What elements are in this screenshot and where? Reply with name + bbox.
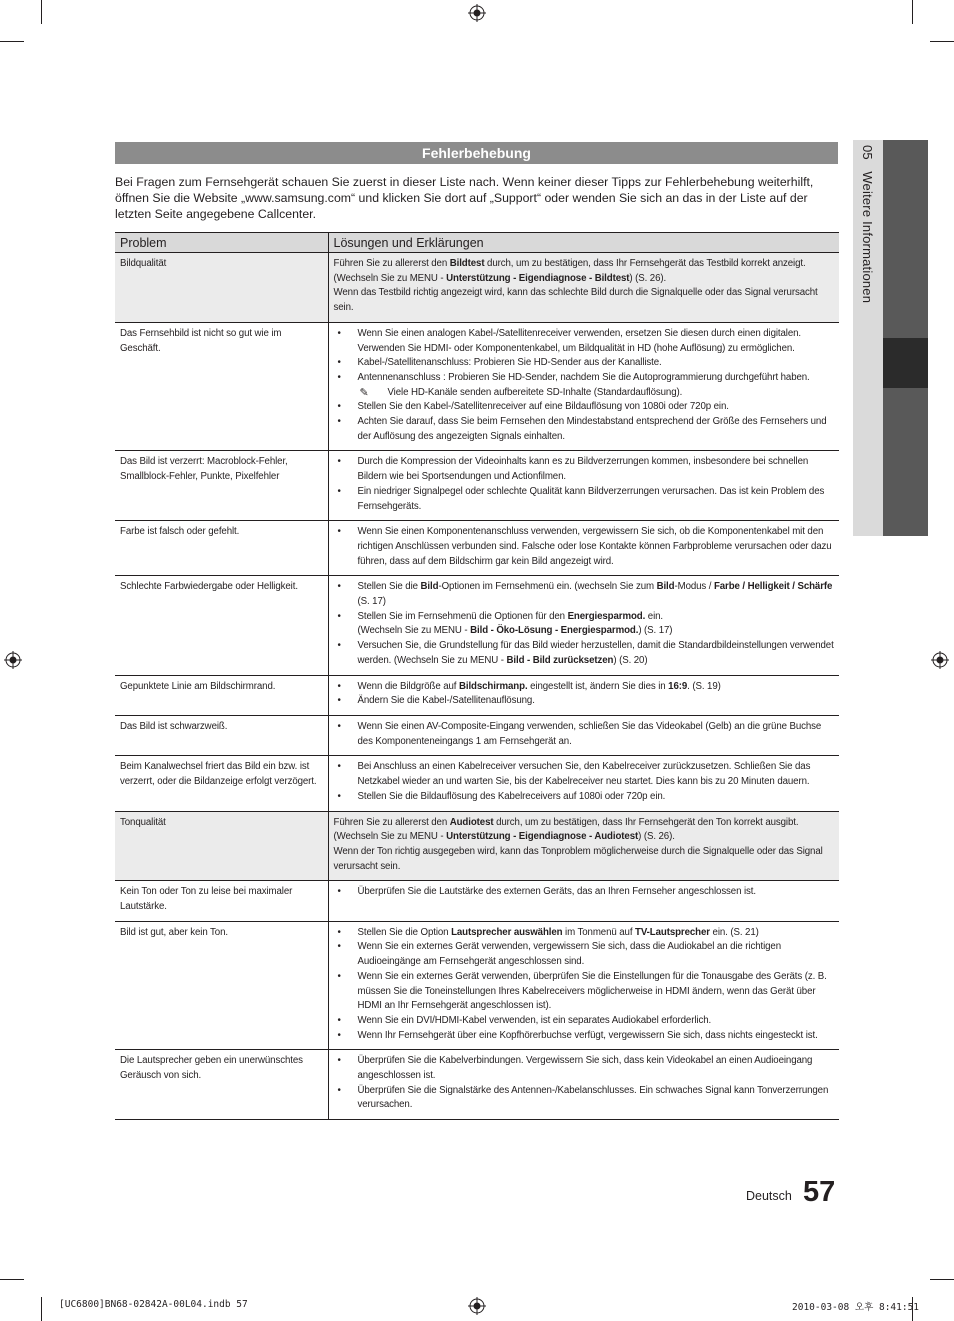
- solution-item: • Überprüfen Sie die Kabelverbindungen. Vergewissern Sie sich, dass kein Videokabel an einen Audioeingang angeschlossen ist.: [334, 1054, 835, 1083]
- table-header-row: [115, 233, 839, 253]
- chapter-number: 05: [860, 145, 875, 160]
- registration-mark-icon: [931, 651, 949, 669]
- solution-list: [334, 926, 835, 1044]
- solution-item: • Stellen Sie die Bild-Optionen im Fernsehmenü ein. (wechseln Sie zum Bild-Modus / Farbe / Helligkeit / Schärfe (S. 17): [334, 580, 835, 609]
- solution-cell: [328, 675, 839, 715]
- problem-cell: Farbe ist falsch oder gefehlt.: [115, 521, 328, 576]
- solution-item: • Wenn Sie einen analogen Kabel-/Satellitenreceiver verwenden, ersetzen Sie diesen durch einen digitalen. Verwenden Sie HDMI- oder Komponentenkabel, um Bildqualität in HD (hohe Auflösung) zu ermöglichen.: [334, 327, 835, 356]
- solution-cell: [328, 921, 839, 1050]
- crop-mark: [0, 1279, 24, 1280]
- solution-item: • Achten Sie darauf, dass Sie beim Fernsehen den Mindestabstand entsprechend der Größe des Fernsehers und der Auflösung des angezeigten Signals einhalten.: [334, 415, 835, 444]
- page-number: 57: [803, 1176, 836, 1208]
- crop-mark: [930, 41, 954, 42]
- solution-list: [334, 680, 835, 709]
- registration-mark-icon: [4, 651, 22, 669]
- solution-list: [334, 525, 835, 569]
- table-row: [115, 322, 839, 451]
- solution-list: [334, 1054, 835, 1113]
- solution-cell: [328, 811, 839, 881]
- problem-cell: Das Bild ist verzerrt: Macroblock-Fehler, Smallblock-Fehler, Punkte, Pixelfehler: [115, 451, 328, 521]
- chapter-tab-label: [860, 145, 875, 303]
- table-row: [115, 881, 839, 921]
- problem-cell: Bild ist gut, aber kein Ton.: [115, 921, 328, 1050]
- solution-item: • Wenn Sie ein DVI/HDMI-Kabel verwenden, ist ein separates Audiokabel erforderlich.: [334, 1014, 835, 1029]
- problem-cell: Schlechte Farbwiedergabe oder Helligkeit.: [115, 576, 328, 675]
- problem-cell: Tonqualität: [115, 811, 328, 881]
- solution-item: • Wenn die Bildgröße auf Bildschirmanp. eingestellt ist, ändern Sie dies in 16:9. (S. 19): [334, 680, 835, 695]
- table-row: [115, 451, 839, 521]
- solution-paragraph: Wenn der Ton richtig ausgegeben wird, kann das Tonproblem möglicherweise durch die Signalquelle oder das Signal verursacht sein.: [333, 845, 823, 872]
- table-row: [115, 811, 839, 881]
- solution-item: • Wenn Sie einen Komponentenanschluss verwenden, vergewissern Sie sich, ob die Komponentenkabel mit den richtigen Anschlüssen verbunden sind. Falsche oder lose Kontakte können Farbprobleme verursachen oder dazu führen, dass auf dem Bildschirm gar kein Bild angezeigt wird.: [334, 525, 835, 569]
- problem-cell: Kein Ton oder Ton zu leise bei maximaler Lautstärke.: [115, 881, 328, 921]
- solution-item: • Durch die Kompression der Videoinhalts kann es zu Bildverzerrungen kommen, insbesondere bei schnellen Bildern wie bei Sportsendungen und Actionfilmen.: [334, 455, 835, 484]
- solution-note: [334, 386, 835, 401]
- solution-cell: [328, 451, 839, 521]
- problem-cell: Gepunktete Linie am Bildschirmrand.: [115, 675, 328, 715]
- header-problem: Problem: [115, 233, 328, 253]
- header-solution: Lösungen und Erklärungen: [328, 233, 839, 253]
- solution-list: [334, 720, 835, 749]
- table-row: [115, 921, 839, 1050]
- solution-paragraph: Führen Sie zu allererst den Audiotest durch, um zu bestätigen, dass Ihr Fernsehgerät den Ton korrekt ausgibt. (Wechseln Sie zu MENU - Unterstützung - Eigendiagnose - Audiotest) (S. 26).: [333, 816, 799, 843]
- solution-item: • Wenn Sie einen AV-Composite-Eingang verwenden, schließen Sie das Videokabel (Gelb) an die grüne Buchse des Komponenteneingangs 1 am Fernsehgerät an.: [334, 720, 835, 749]
- solution-item: • Wenn Ihr Fernsehgerät über eine Kopfhörerbuchse verfügt, vergewissern Sie sich, dass nichts eingesteckt ist.: [334, 1029, 835, 1044]
- page-language: Deutsch: [746, 1189, 792, 1203]
- crop-mark: [0, 41, 24, 42]
- solution-cell: [328, 715, 839, 755]
- solution-item: • Kabel-/Satellitenanschluss: Probieren Sie HD-Sender aus der Kanalliste.: [334, 356, 835, 371]
- intro-paragraph: Bei Fragen zum Fernsehgerät schauen Sie zuerst in dieser Liste nach. Wenn keiner dieser Tipps zur Fehlerbehebung weiterhilft, öffnen Sie die Website „www.samsung.com“ und klicken Sie dort auf „Support“ oder wenden Sie sich an das in der Liste auf der letzten Seite angegebene Callcenter.: [115, 175, 814, 222]
- solution-cell: [328, 253, 839, 323]
- side-tab-block: [883, 140, 928, 338]
- crop-mark: [930, 1279, 954, 1280]
- pencil-note-icon: ✎: [359, 386, 369, 399]
- solution-paragraph: Führen Sie zu allererst den Bildtest durch, um zu bestätigen, dass Ihr Fernsehgerät das Testbild korrekt anzeigt. (Wechseln Sie zu MENU - Unterstützung - Eigendiagnose - Bildtest) (S. 26).: [333, 258, 806, 284]
- solution-cell: [328, 576, 839, 675]
- crop-mark: [41, 1297, 42, 1321]
- crop-mark: [912, 0, 913, 24]
- table-row: [115, 675, 839, 715]
- problem-cell: Bildqualität: [115, 253, 328, 323]
- problem-cell: Das Fernsehbild ist nicht so gut wie im Geschäft.: [115, 322, 328, 451]
- problem-cell: Beim Kanalwechsel friert das Bild ein bzw. ist verzerrt, oder die Bildanzeige erfolgt verzögert.: [115, 756, 328, 811]
- solution-item: • Ein niedriger Signalpegel oder schlechte Qualität kann Bildverzerrungen verursachen. Das ist kein Problem des Fernsehgeräts.: [334, 485, 835, 514]
- side-tab-active-block: [883, 338, 928, 388]
- print-footer-timestamp: 2010-03-08 오후 8:41:51: [792, 1302, 920, 1313]
- solution-item: • Versuchen Sie, die Grundstellung für das Bild wieder herzustellen, damit die Standardbildeinstellungen verwendet werden. (Wechseln Sie zu MENU - Bild - Bild zurücksetzen) (S. 20): [334, 639, 835, 668]
- solution-item: • Stellen Sie den Kabel-/Satellitenreceiver auf eine Bildauflösung von 1080i oder 720p ein.: [334, 400, 835, 415]
- table-row: [115, 1050, 839, 1120]
- problem-cell: Die Lautsprecher geben ein unerwünschtes Geräusch von sich.: [115, 1050, 328, 1120]
- solution-list: [334, 455, 835, 514]
- solution-item: • Wenn Sie ein externes Gerät verwenden, vergewissern Sie sich, dass die Audiokabel an die richtigen Audioeingänge am Fernsehgerät angeschlossen sind.: [334, 940, 835, 969]
- registration-mark-icon: [468, 1297, 486, 1315]
- table-row: [115, 521, 839, 576]
- solution-cell: [328, 1050, 839, 1120]
- solution-list: [334, 327, 835, 445]
- note-text: Viele HD-Kanäle senden aufbereitete SD-Inhalte (Standardauflösung).: [387, 386, 683, 398]
- solution-item: • Stellen Sie im Fernsehmenü die Optionen für den Energiesparmod. ein. (Wechseln Sie zu MENU - Bild - Öko-Lösung - Energiesparmod.) (S. 17): [334, 610, 835, 639]
- solution-cell: [328, 521, 839, 576]
- crop-mark: [41, 0, 42, 24]
- problem-cell: Das Bild ist schwarzweiß.: [115, 715, 328, 755]
- chapter-title: Weitere Informationen: [860, 171, 875, 304]
- table-body: [115, 253, 839, 1120]
- solution-item: • Überprüfen Sie die Lautstärke des externen Geräts, das an Ihren Fernseher angeschlossen ist.: [334, 885, 835, 900]
- section-title: Fehlerbehebung: [115, 142, 838, 164]
- table-row: [115, 253, 839, 323]
- troubleshooting-table: [115, 232, 839, 1120]
- solution-paragraph: Wenn das Testbild richtig angezeigt wird, kann das schlechte Bild durch die Signalquelle oder das Signal verursacht sein.: [333, 287, 818, 314]
- solution-item: • Überprüfen Sie die Signalstärke des Antennen-/Kabelanschlusses. Ein schwaches Signal kann Tonverzerrungen verursachen.: [334, 1084, 835, 1113]
- solution-item: • Stellen Sie die Bildauflösung des Kabelreceivers auf 1080i oder 720p ein.: [334, 790, 835, 805]
- solution-item: • Ändern Sie die Kabel-/Satellitenauflösung.: [334, 694, 835, 709]
- registration-mark-icon: [468, 4, 486, 22]
- solution-list: [334, 885, 835, 900]
- solution-cell: [328, 756, 839, 811]
- solution-list: [334, 580, 835, 668]
- solution-item: • Bei Anschluss an einen Kabelreceiver versuchen Sie, den Kabelreceiver zurückzusetzen. Schließen Sie das Netzkabel wieder an und warten Sie, bis der Kabelreceiver neu startet. Dies kann bis zu 20 Minuten dauern.: [334, 760, 835, 789]
- solution-cell: [328, 322, 839, 451]
- table-row: [115, 756, 839, 811]
- solution-list: [334, 760, 835, 804]
- side-tab-block: [883, 388, 928, 536]
- table-row: [115, 715, 839, 755]
- solution-cell: [328, 881, 839, 921]
- solution-item: • Stellen Sie die Option Lautsprecher auswählen im Tonmenü auf TV-Lautsprecher ein. (S. 21): [334, 926, 835, 941]
- solution-item: • Wenn Sie ein externes Gerät verwenden, überprüfen Sie die Einstellungen für die Tonausgabe des Geräts (z. B. müssen Sie die Toneinstellungen Ihres Kabelreceivers möglicherweise in HDMI ändern, wenn das Gerät über HDMI an Ihr Fernsehgerät angeschlossen ist).: [334, 970, 835, 1014]
- solution-item: • Antennenanschluss : Probieren Sie HD-Sender, nachdem Sie die Autoprogrammierung durchgeführt haben.: [334, 371, 835, 386]
- print-footer-file: [UC6800]BN68-02842A-00L04.indb 57: [59, 1299, 248, 1310]
- table-row: [115, 576, 839, 675]
